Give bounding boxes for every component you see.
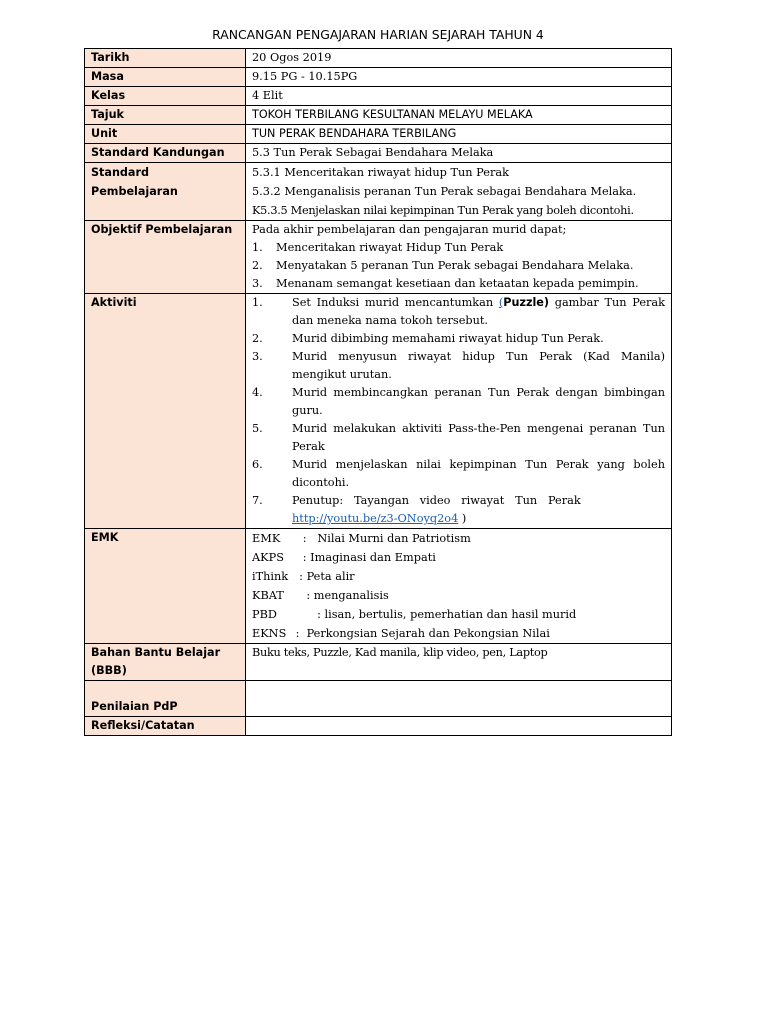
value-masa: 9.15 PG - 10.15PG (246, 68, 672, 87)
label-aktiviti: Aktiviti (85, 294, 246, 529)
label-kelas: Kelas (85, 87, 246, 106)
emk-value: : Imaginasi dan Empati (292, 551, 436, 564)
item-number: 3. (252, 277, 263, 290)
list-item (252, 330, 665, 348)
value-penilaian[interactable] (246, 681, 672, 717)
item-text: Menceritakan riwayat Hidup Tun Perak (276, 241, 504, 254)
emk-key: iThink (252, 570, 289, 583)
row-kelas (85, 87, 672, 106)
label-masa: Masa (85, 68, 246, 87)
row-aktiviti (85, 294, 672, 529)
list-item (252, 420, 665, 456)
list-item (252, 257, 665, 275)
value-kelas: 4 Elit (246, 87, 672, 106)
item-text (292, 294, 665, 330)
row-masa (85, 68, 672, 87)
item-number: 1. (252, 296, 263, 309)
label-objektif: Objektif Pembelajaran (85, 221, 246, 294)
row-objektif (85, 221, 672, 294)
list-item (252, 294, 665, 330)
value-bbb: Buku teks, Puzzle, Kad manila, klip video, pen, Laptop (246, 644, 672, 681)
emk-item (252, 529, 665, 548)
item-text: Murid dibimbing memahami riwayat hidup Tun Perak. (292, 332, 604, 345)
item-text: Murid membincangkan peranan Tun Perak dengan bimbingan guru. (292, 386, 665, 417)
value-tarikh: 20 Ogos 2019 (246, 49, 672, 68)
label-unit: Unit (85, 125, 246, 144)
label-standard-kandungan: Standard Kandungan (85, 144, 246, 163)
emk-item (252, 605, 665, 624)
label-bbb: Bahan Bantu Belajar (BBB) (85, 644, 246, 681)
row-refleksi (85, 717, 672, 736)
list-item (252, 492, 665, 528)
item-text: Murid melakukan aktiviti Pass-the-Pen mengenai peranan Tun Perak (292, 422, 665, 453)
label-standard-pembelajaran (85, 163, 246, 221)
puzzle-bold: Puzzle) (503, 296, 550, 309)
emk-value: : Nilai Murni dan Patriotism (292, 532, 471, 545)
label-tarikh: Tarikh (85, 49, 246, 68)
emk-item (252, 586, 665, 605)
label-refleksi: Refleksi/Catatan (85, 717, 246, 736)
list-item (252, 239, 665, 257)
label-sp-line1: Standard (91, 166, 150, 179)
paren-link: ( (498, 296, 504, 309)
item-text-part: Set Induksi murid mencantumkan (292, 296, 499, 309)
item-text: Murid menyusun riwayat hidup Tun Perak (Kad Manila) mengikut urutan. (292, 350, 665, 381)
item-text: Menanam semangat kesetiaan dan ketaatan kepada pemimpin. (276, 277, 639, 290)
emk-key: PBD (252, 608, 277, 621)
item-text (292, 492, 665, 528)
value-emk (246, 529, 672, 644)
row-bbb (85, 644, 672, 681)
item-number: 2. (252, 259, 263, 272)
video-link[interactable]: http://youtu.be/z3-ONoyq2o4 (292, 512, 459, 525)
list-item (252, 456, 665, 492)
item-number: 3. (252, 350, 263, 363)
objektif-intro: Pada akhir pembelajaran dan pengajaran murid dapat; (252, 223, 567, 236)
aktiviti-list (252, 294, 665, 528)
row-tarikh (85, 49, 672, 68)
value-standard-pembelajaran (246, 163, 672, 221)
label-tajuk: Tajuk (85, 106, 246, 125)
emk-item (252, 567, 665, 586)
emk-value: : lisan, bertulis, pemerhatian dan hasil murid (292, 608, 577, 621)
sp-item: 5.3.1 Menceritakan riwayat hidup Tun Perak (252, 166, 509, 179)
row-emk (85, 529, 672, 644)
emk-key: AKPS (252, 551, 284, 564)
emk-item (252, 624, 665, 643)
row-standard-kandungan (85, 144, 672, 163)
row-penilaian (85, 681, 672, 717)
item-text: Murid menjelaskan nilai kepimpinan Tun Perak yang boleh dicontohi. (292, 458, 665, 489)
label-penilaian: Penilaian PdP (85, 681, 246, 717)
emk-key: EMK (252, 532, 281, 545)
lesson-plan-table (84, 48, 672, 736)
value-objektif (246, 221, 672, 294)
item-text-part: Penutup: Tayangan video riwayat Tun Perak (292, 494, 581, 507)
emk-key: EKNS (252, 627, 287, 640)
list-item (252, 275, 665, 293)
item-number: 6. (252, 458, 263, 471)
item-text: Menyatakan 5 peranan Tun Perak sebagai Bendahara Melaka. (276, 259, 634, 272)
item-text-part: ) (458, 512, 467, 525)
row-tajuk (85, 106, 672, 125)
item-number: 4. (252, 386, 263, 399)
list-item (252, 348, 665, 384)
objektif-list (252, 239, 665, 293)
label-sp-line2: Pembelajaran (91, 185, 178, 198)
sp-item: K5.3.5 Menjelaskan nilai kepimpinan Tun Perak yang boleh dicontohi. (252, 204, 634, 217)
emk-key: KBAT (252, 589, 284, 602)
page-title: RANCANGAN PENGAJARAN HARIAN SEJARAH TAHUN 4 (212, 27, 544, 42)
item-number: 1. (252, 241, 263, 254)
emk-value: : menganalisis (292, 589, 389, 602)
value-unit: TUN PERAK BENDAHARA TERBILANG (246, 125, 672, 144)
sp-item: 5.3.2 Menganalisis peranan Tun Perak sebagai Bendahara Melaka. (252, 185, 637, 198)
emk-item (252, 548, 665, 567)
emk-value: : Peta alir (292, 570, 355, 583)
value-aktiviti (246, 294, 672, 529)
value-refleksi[interactable] (246, 717, 672, 736)
emk-value: : Perkongsian Sejarah dan Pekongsian Nilai (292, 627, 550, 640)
value-standard-kandungan: 5.3 Tun Perak Sebagai Bendahara Melaka (246, 144, 672, 163)
value-tajuk: TOKOH TERBILANG KESULTANAN MELAYU MELAKA (246, 106, 672, 125)
row-standard-pembelajaran (85, 163, 672, 221)
item-text-part: gambar Tun Perak dan meneka nama tokoh tersebut. (292, 296, 665, 327)
item-number: 7. (252, 494, 263, 507)
list-item (252, 384, 665, 420)
label-emk: EMK (85, 529, 246, 644)
item-number: 5. (252, 422, 263, 435)
item-number: 2. (252, 332, 263, 345)
row-unit (85, 125, 672, 144)
